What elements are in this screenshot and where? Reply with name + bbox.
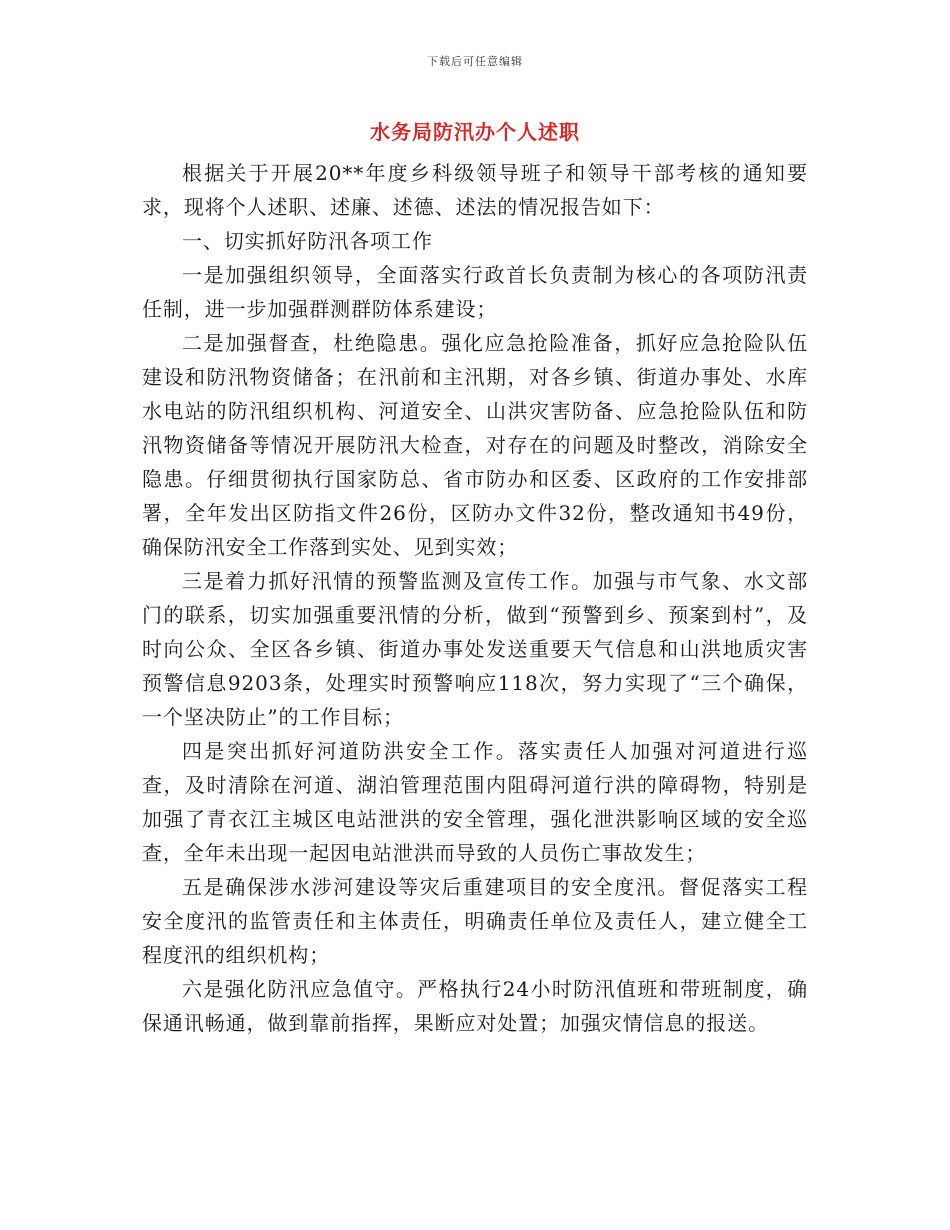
page-header-note: 下载后可任意编辑: [427, 55, 523, 68]
document-body: [142, 156, 808, 1040]
item-paragraph-6: 六是强化防汛应急值守。严格执行24小时防汛值班和带班制度，确保通讯畅通，做到靠前指挥，果断应对处置；加强灾情信息的报送。: [142, 977, 808, 1035]
item-paragraph-5: 五是确保涉水涉河建设等灾后重建项目的安全度汛。督促落实工程安全度汛的监管责任和主体责任，明确责任单位及责任人，建立健全工程度汛的组织机构；: [142, 875, 808, 967]
item-paragraph-3: 三是着力抓好汛情的预警监测及宣传工作。加强与市气象、水文部门的联系，切实加强重要汛情的分析，做到“预警到乡、预案到村”，及时向公众、全区各乡镇、街道办事处发送重要天气信息和山洪地质灾害预警信息9203条，处理实时预警响应118次，努力实现了“三个确保，一个坚决防止”的工作目标；: [142, 569, 808, 729]
document-title: 水务局防汛办个人述职: [370, 120, 580, 144]
section-heading: 一、切实抓好防汛各项工作: [182, 229, 433, 253]
item-paragraph-2: 二是加强督查，杜绝隐患。强化应急抢险准备，抓好应急抢险队伍建设和防汛物资储备；在汛前和主汛期，对各乡镇、街道办事处、水库水电站的防汛组织机构、河道安全、山洪灾害防备、应急抢险队伍和防汛物资储备等情况开展防汛大检查，对存在的问题及时整改，消除安全隐患。仔细贯彻执行国家防总、省市防办和区委、区政府的工作安排部署，全年发出区防指文件26份，区防办文件32份，整改通知书49份，确保防汛安全工作落到实处、见到实效；: [142, 331, 808, 559]
intro-paragraph: 根据关于开展20**年度乡科级领导班子和领导干部考核的通知要求，现将个人述职、述廉、述德、述法的情况报告如下：: [142, 161, 808, 219]
item-paragraph-4: 四是突出抓好河道防洪安全工作。落实责任人加强对河道进行巡查，及时清除在河道、湖泊管理范围内阻碍河道行洪的障碍物，特别是加强了青衣江主城区电站泄洪的安全管理，强化泄洪影响区域的安全巡查，全年未出现一起因电站泄洪而导致的人员伤亡事故发生；: [142, 739, 808, 865]
item-paragraph-1: 一是加强组织领导，全面落实行政首长负责制为核心的各项防汛责任制，进一步加强群测群防体系建设；: [142, 263, 808, 321]
